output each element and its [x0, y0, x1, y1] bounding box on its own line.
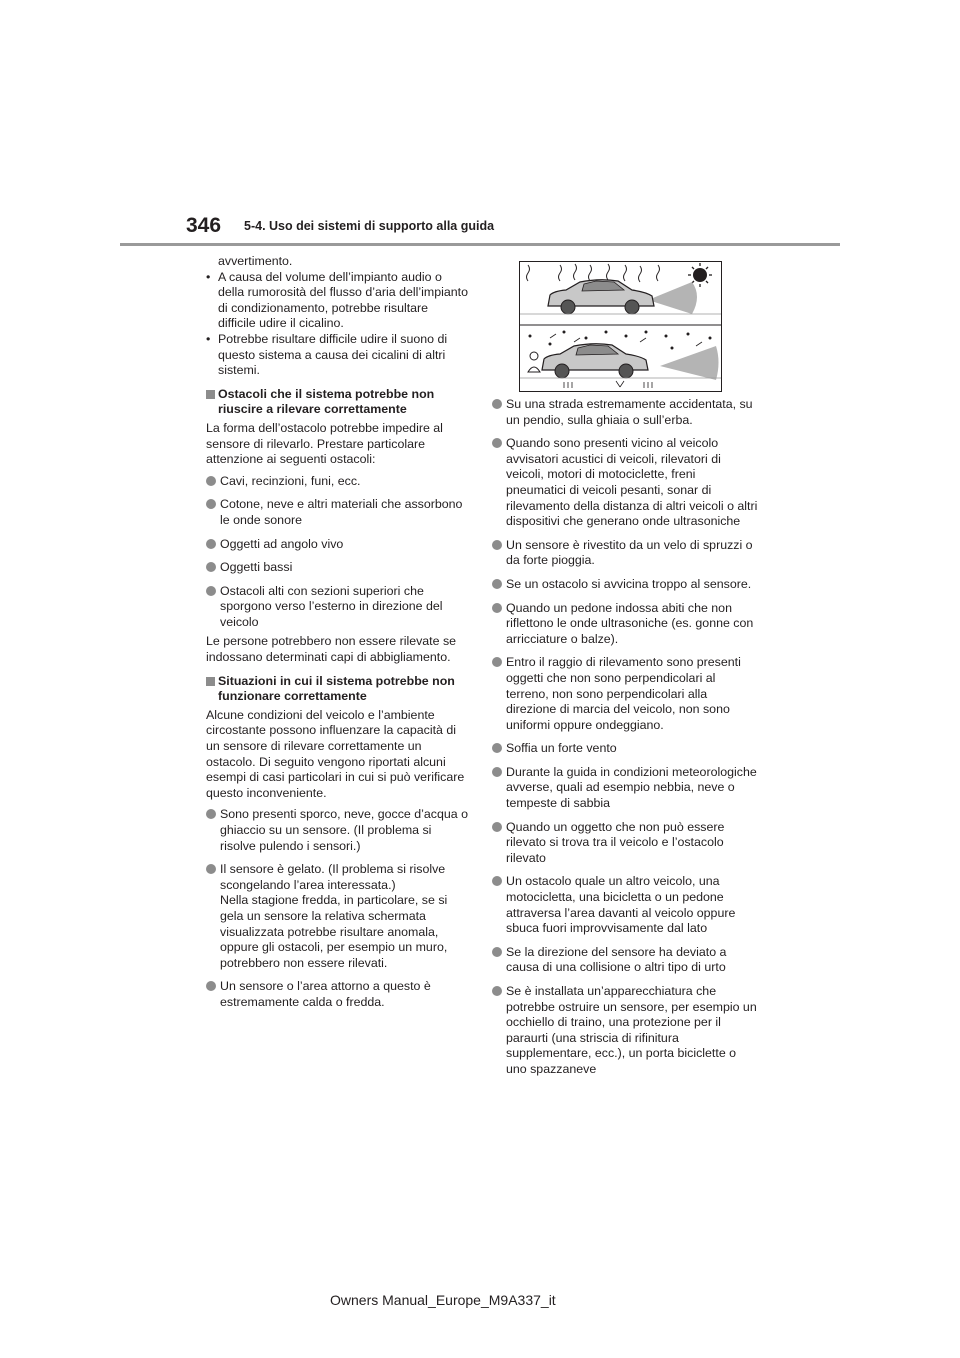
round-bullet-icon: [492, 399, 502, 409]
list-item: [492, 765, 758, 812]
illustration-svg: [520, 262, 721, 391]
list-item: [492, 577, 758, 593]
round-bullet-icon: [492, 822, 502, 832]
list-item: [206, 862, 468, 971]
list-item: [206, 474, 468, 490]
round-bullet-icon: [492, 603, 502, 613]
list-item: [206, 584, 468, 631]
list-item-text: Se un ostacolo si avvicina troppo al sensore.: [506, 576, 752, 591]
round-bullet-icon: [492, 438, 502, 448]
round-bullet-icon: [206, 499, 216, 509]
list-item: [492, 397, 758, 428]
list-item-text: Cavi, recinzioni, funi, ecc.: [220, 473, 361, 488]
list-item-text: Cotone, neve e altri materiali che assorbono le onde sonore: [220, 497, 463, 527]
round-bullet-icon: [206, 809, 216, 819]
list-item-text: Oggetti ad angolo vivo: [220, 536, 344, 551]
list-item-text: Su una strada estremamente accidentata, su un pendio, sulla ghiaia o sull’erba.: [506, 397, 753, 427]
round-bullet-icon: [492, 947, 502, 957]
round-bullet-icon: [206, 864, 216, 874]
dash-item: • A causa del volume dell’impianto audio o della rumorosità del flusso d’aria dell’impianto di condizionamento, potrebbe risultare difficile udire il cicalino.: [206, 270, 468, 332]
heading-text: Situazioni in cui il sistema potrebbe non funzionare correttamente: [218, 673, 455, 704]
list-item-text: Quando un oggetto che non può essere rilevato si trova tra il veicolo e l’ostacolo rilevato: [506, 819, 725, 865]
list-item-text: Durante la guida in condizioni meteorologiche avverse, quali ad esempio nebbia, neve o tempeste di sabbia: [506, 764, 757, 811]
list-item-text: Un sensore è rivestito da un velo di spruzzi o da forte pioggia.: [506, 537, 753, 568]
heading-text: Ostacoli che il sistema potrebbe non riuscire a rilevare correttamente: [218, 386, 435, 417]
square-bullet-icon: [206, 390, 215, 399]
list-item-text: Sono presenti sporco, neve, gocce d’acqua o ghiaccio su un sensore. (Il problema si risolve pulendo i sensori.): [220, 807, 468, 853]
round-bullet-icon: [206, 586, 216, 596]
list-item-text: Quando sono presenti vicino al veicolo avvisatori acustici di veicoli, rilevatori di veicoli, motori di motociclette, freni pneumatici di veicoli pesanti, sonar di rilevamento della distanza di altri veicoli o altri dispositivi che generano onde ultrasoniche: [506, 436, 758, 529]
paragraph: Le persone potrebbero non essere rilevate se indossano determinati capi di abbigliamento.: [206, 634, 457, 665]
list-item: [492, 741, 758, 757]
list-item: [206, 560, 468, 576]
list-item: [492, 874, 758, 936]
list-item-text: Se è installata un’apparecchiatura che potrebbe ostruire un sensore, per esempio un occhiello di traino, una protezione per il paraurti (una striscia di rifinitura supplementare, ecc.), un porta biciclette o uno spazzaneve: [506, 984, 757, 1076]
list-item-text: Quando un pedone indossa abiti che non riflettono le onde ultrasoniche (es. gonne con arricciature o balze).: [506, 600, 754, 646]
square-bullet-icon: [206, 677, 215, 686]
list-item: [492, 945, 758, 976]
list-item: [492, 655, 758, 733]
list-item: [492, 984, 758, 1078]
list-item-text: Ostacoli alti con sezioni superiori che sporgono verso l’esterno in direzione del veicolo: [220, 583, 443, 629]
list-item-text: Un sensore o l’area attorno a questo è estremamente calda o fredda.: [220, 979, 431, 1009]
right-column: [492, 397, 758, 1086]
list-item-text: Entro il raggio di rilevamento sono presenti oggetti che non sono perpendicolari al terreno, non sono perpendicolari alla direzione di marcia del veicolo, non sono uniformi oppure ondeggiano.: [506, 655, 741, 732]
list-item-text: Un ostacolo quale un altro veicolo, una motocicletta, una bicicletta o un pedone attraversa l’area davanti al veicolo oppure sbuca fuori improvvisamente dal lato: [506, 874, 736, 936]
round-bullet-icon: [206, 476, 216, 486]
list-item-text: Oggetti bassi: [220, 560, 293, 575]
round-bullet-icon: [492, 657, 502, 667]
footer-manual-id: Owners Manual_Europe_M9A337_it: [330, 1292, 556, 1308]
round-bullet-icon: [492, 579, 502, 589]
list-item: [492, 820, 758, 867]
round-bullet-icon: [492, 986, 502, 996]
snow-scene: [520, 331, 721, 389]
section-heading-malfunction-situations: [206, 674, 468, 705]
intro-continuation: avvertimento.: [218, 254, 293, 268]
list-item: [492, 436, 758, 530]
list-item: [206, 497, 468, 528]
list-item-text-extra: Nella stagione fredda, in particolare, se si gela un sensore la relativa schermata visualizzata potrebbe risultare anomala, oppure gli ostacoli, per esempio un muro, potrebbero non essere rilevati.: [220, 893, 448, 970]
round-bullet-icon: [492, 876, 502, 886]
section-heading-undetectable-obstacles: [206, 387, 468, 418]
paragraph: La forma dell’ostacolo potrebbe impedire al sensore di rilevarlo. Prestare particolare attenzione ai seguenti ostacoli:: [206, 420, 443, 467]
header-rule: [120, 243, 840, 246]
round-bullet-icon: [492, 743, 502, 753]
left-column: [206, 254, 468, 1019]
round-bullet-icon: [206, 981, 216, 991]
list-item: [206, 807, 468, 854]
round-bullet-icon: [206, 562, 216, 572]
round-bullet-icon: [492, 767, 502, 777]
page-number: 346: [186, 214, 222, 237]
list-item: [206, 979, 468, 1010]
section-title: 5-4. Uso dei sistemi di supporto alla guida: [244, 219, 495, 233]
list-item-text: Se la direzione del sensore ha deviato a causa di una collisione o altri tipo di urto: [506, 944, 727, 975]
illustration-sensor-conditions: [519, 261, 722, 392]
round-bullet-icon: [492, 540, 502, 550]
dash-item: • Potrebbe risultare difficile udire il suono di questo sistema a causa dei cicalini di altri sistemi.: [206, 332, 468, 379]
paragraph: Alcune condizioni del veicolo e l’ambiente circostante possono influenzare la capacità di un sensore di rilevare correttamente un ostacolo. Di seguito vengono riportati alcuni esempi di casi particolari in cui si può verificare questo inconveniente.: [206, 707, 465, 800]
list-item: [492, 601, 758, 648]
list-item-text: Il sensore è gelato. (Il problema si risolve scongelando l’area interessata.): [220, 862, 446, 892]
list-item: [206, 537, 468, 553]
list-item-text: Soffia un forte vento: [506, 741, 617, 756]
hot-weather-scene: [520, 263, 721, 314]
list-item: [492, 538, 758, 569]
round-bullet-icon: [206, 539, 216, 549]
